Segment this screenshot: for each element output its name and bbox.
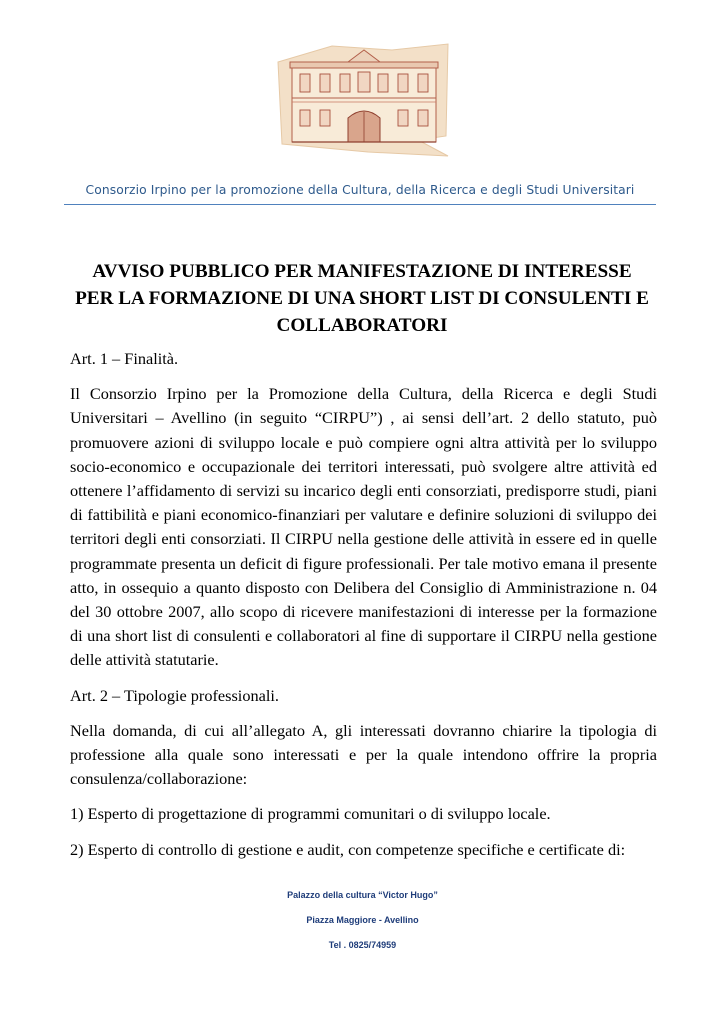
title-line: COLLABORATORI <box>276 315 448 336</box>
art1-heading: Art. 1 – Finalità. <box>70 349 179 368</box>
list-item: 1) Esperto di progettazione di programmi comunitari o di sviluppo locale. <box>70 804 551 824</box>
list-item: 2) Esperto di controllo di gestione e audit, con competenze specifiche e certificate di: <box>70 839 626 859</box>
art1-paragraph: Il Consorzio Irpino per la Promozione della Cultura, della Ricerca e degli Studi Universitari – Avellino (in seguito “CIRPU”) , ai sensi dell’art. 2 dello statuto, può promuovere azioni di sviluppo locale e può compiere ogni altra attività per lo sviluppo socio-economico e occupazionale dei territori interessati, può svolgere altre attività ed ottenere l’affidamento di servizi su incarico degli enti consorziati, predisporre studi, piani di fattibilità e piani economico-finanziari per valutare e definire soluzioni di sviluppo dei territori degli enti consorziati. Il CIRPU nella gestione delle attività in essere ed in quelle programmate presenta un deficit di figure professionali. Per tale motivo emana il presente atto, in ossequio a quanto disposto con Delibera del Consiglio di Amministrazione n. 04 del 30 ottobre 2007, allo scopo di ricevere manifestazioni di interesse per la formazione di una short list di consulenti e collaboratori al fine di supportare il CIRPU nella gestione delle attività statutarie. <box>70 384 657 670</box>
footer-square: Piazza Maggiore - Avellino <box>306 915 419 925</box>
document-title <box>64 258 660 339</box>
title-line: PER LA FORMAZIONE DI UNA SHORT LIST DI CONSULENTI E <box>75 288 649 309</box>
organization-header: Consorzio Irpino per la promozione della Cultura, della Ricerca e degli Studi Universitari <box>85 183 635 197</box>
art2-paragraph: Nella domanda, di cui all’allegato A, gli interessati dovranno chiarire la tipologia di professione alla quale sono interessati e per la quale intendono offrire la propria consulenza/collaborazione: <box>70 720 657 789</box>
document-body <box>70 347 657 862</box>
footer-address: Palazzo della cultura “Victor Hugo” <box>287 890 438 900</box>
art2-heading: Art. 2 – Tipologie professionali. <box>70 685 279 705</box>
title-line: AVVISO PUBBLICO PER MANIFESTAZIONE DI INTERESSE <box>92 261 632 282</box>
header-divider <box>64 204 656 205</box>
footer-phone: Tel . 0825/74959 <box>328 940 397 950</box>
palazzo-logo <box>272 40 454 160</box>
